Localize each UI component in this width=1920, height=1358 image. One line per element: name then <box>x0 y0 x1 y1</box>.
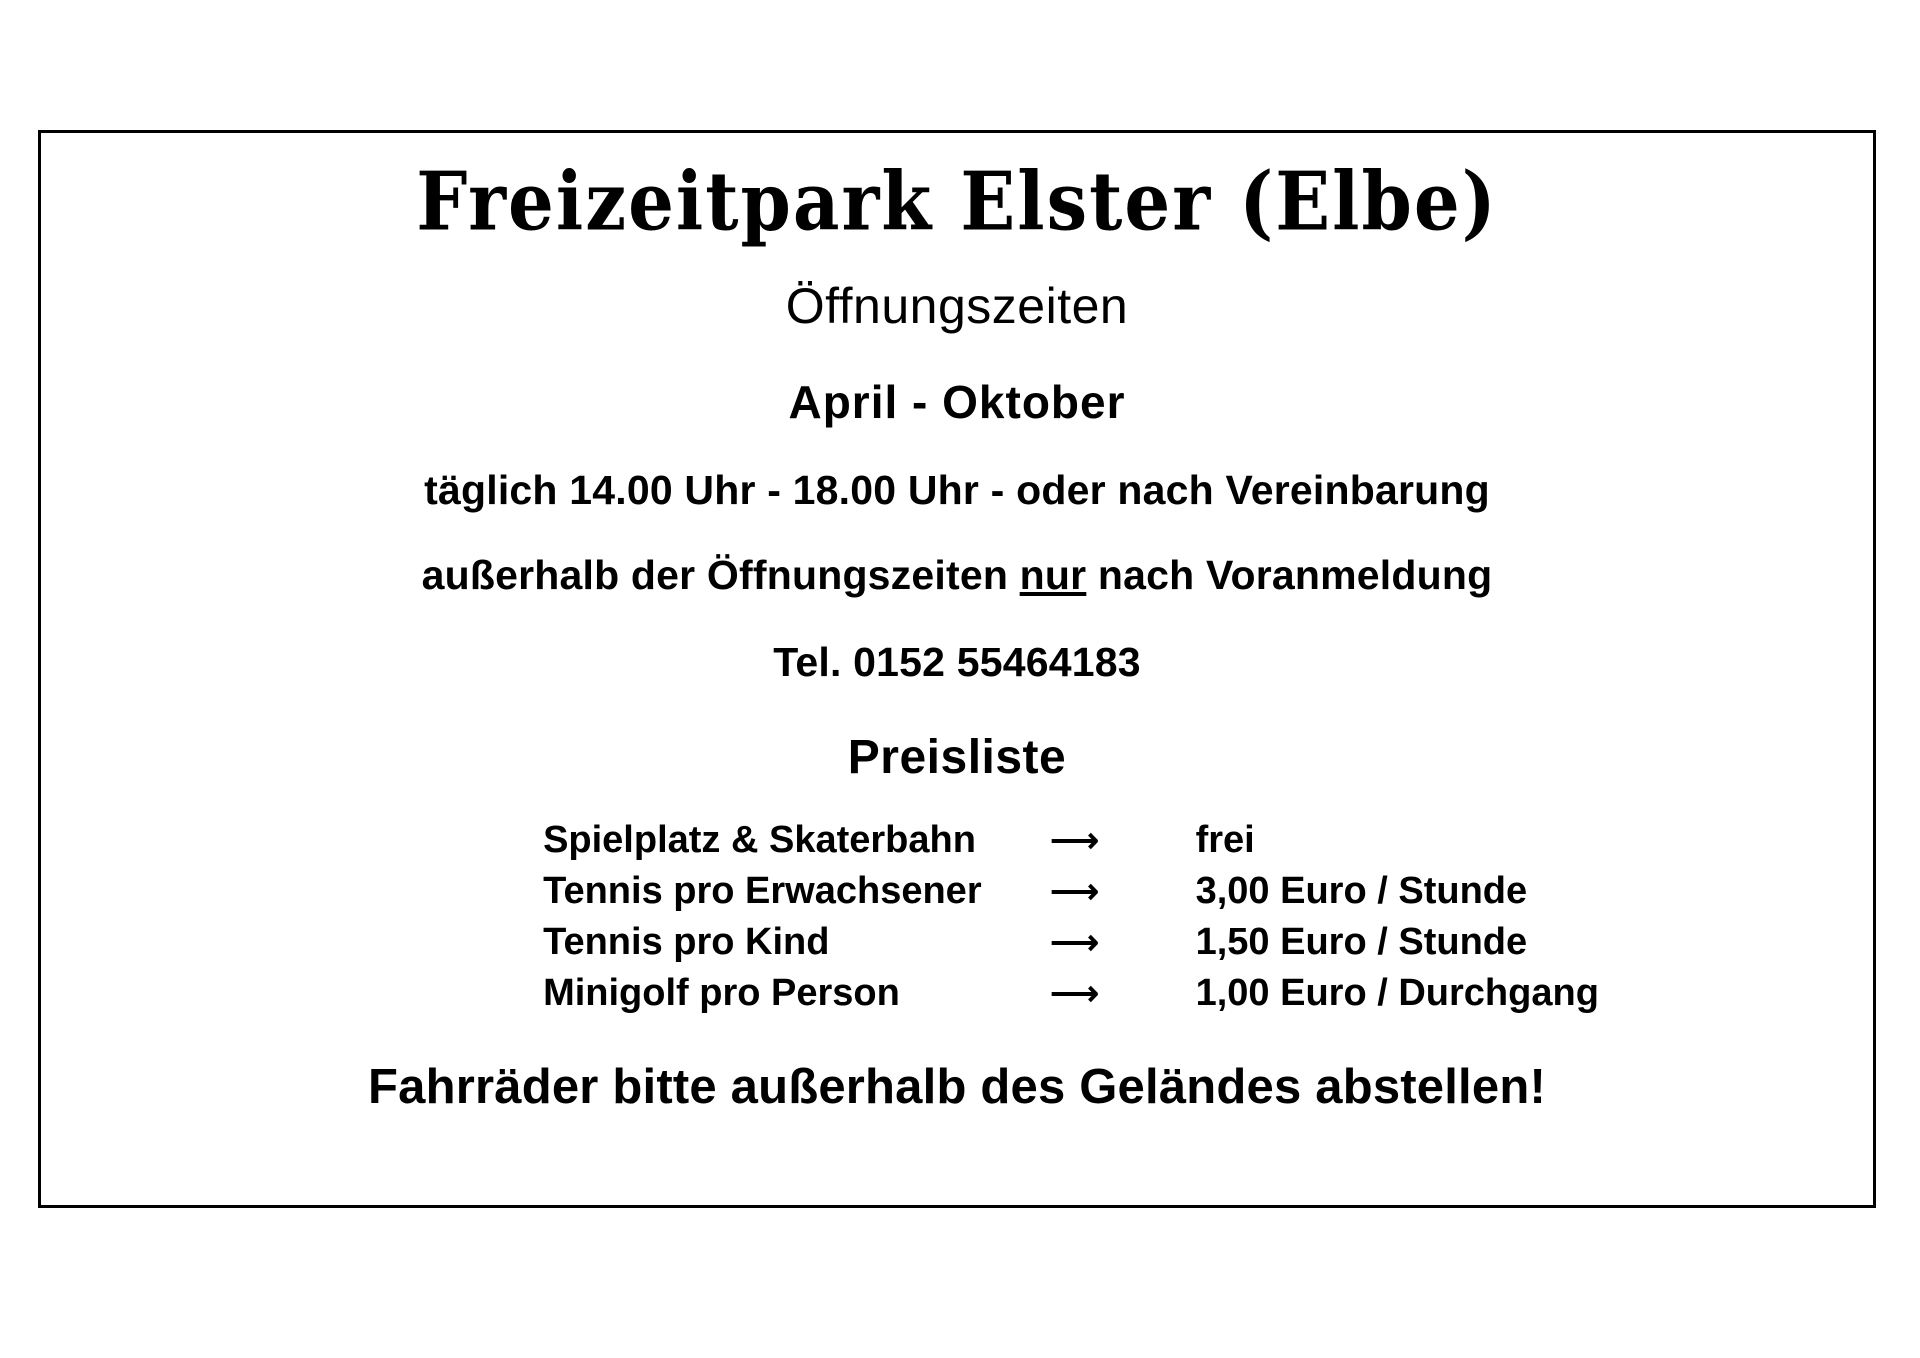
arrow-icon: ⟶ <box>1050 872 1099 911</box>
price-item-value: frei <box>1195 818 1255 861</box>
price-table <box>315 815 1599 1019</box>
price-item-value: 1,50 Euro / Stunde <box>1195 920 1528 963</box>
price-item-label: Spielplatz & Skaterbahn <box>543 818 976 861</box>
notice-text-emphasis: nur <box>1019 551 1087 598</box>
pricelist-heading: Preisliste <box>847 730 1067 784</box>
table-row <box>315 968 1599 1019</box>
park-title: Freizeitpark Elster (Elbe) <box>416 153 1498 249</box>
notice-text-after: nach Voranmeldung <box>1086 551 1493 598</box>
arrow-icon: ⟶ <box>1050 923 1099 962</box>
notice-text-before: außerhalb der Öffnungszeiten <box>421 551 1020 598</box>
bicycle-notice: Fahrräder bitte außerhalb des Geländes abstellen! <box>368 1059 1546 1114</box>
table-row <box>315 815 1599 866</box>
price-item-value: 3,00 Euro / Stunde <box>1195 869 1528 912</box>
price-item-label: Tennis pro Kind <box>543 920 830 963</box>
opening-hours-heading: Öffnungszeiten <box>785 277 1129 334</box>
price-item-value: 1,00 Euro / Durchgang <box>1195 971 1599 1014</box>
season-range: April - Oktober <box>788 375 1126 428</box>
arrow-icon: ⟶ <box>1050 821 1099 860</box>
advance-booking-notice <box>69 552 1845 599</box>
table-row <box>315 866 1599 917</box>
sign-content <box>41 133 1873 1205</box>
telephone-number: Tel. 0152 55464183 <box>773 638 1141 685</box>
sign-panel <box>38 130 1876 1208</box>
table-row <box>315 917 1599 968</box>
arrow-icon: ⟶ <box>1050 974 1099 1013</box>
daily-hours: täglich 14.00 Uhr - 18.00 Uhr - oder nach Vereinbarung <box>424 466 1490 513</box>
price-item-label: Tennis pro Erwachsener <box>543 869 982 912</box>
price-item-label: Minigolf pro Person <box>543 971 900 1014</box>
